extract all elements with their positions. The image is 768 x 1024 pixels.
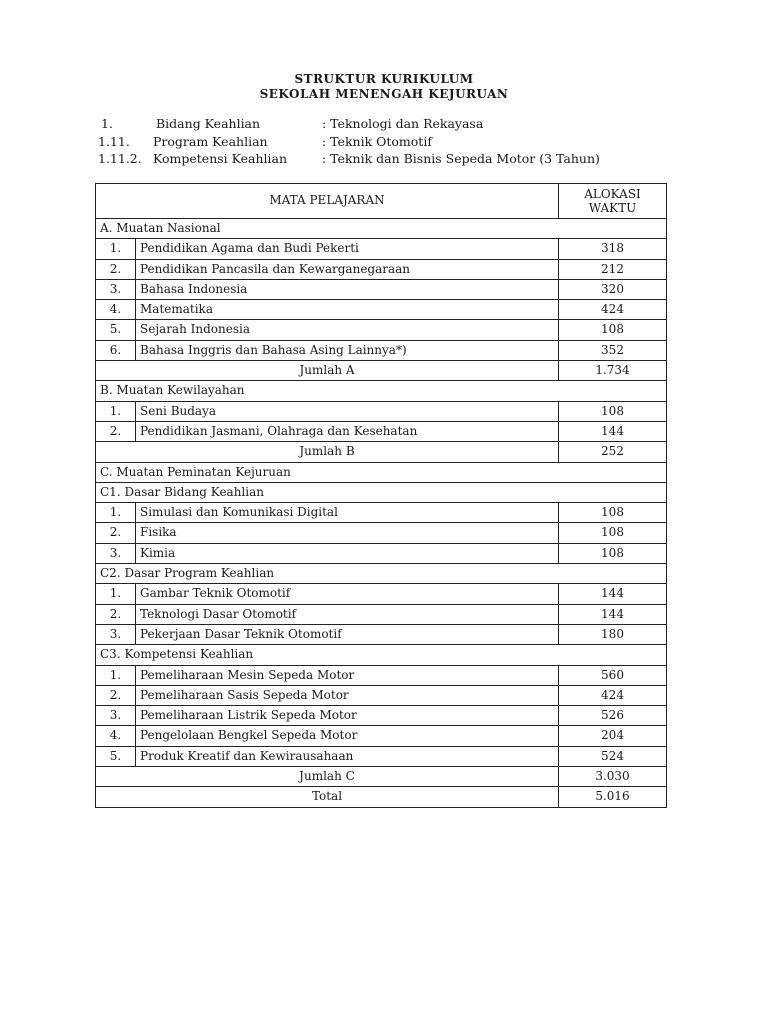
row-hours: 560 [559, 665, 667, 685]
section-c3-heading: C3. Kompetensi Keahlian [96, 645, 667, 665]
row-hours: 144 [559, 604, 667, 624]
section-row [96, 219, 667, 239]
row-number: 5. [96, 746, 136, 766]
subtotal-b-value: 252 [559, 442, 667, 462]
row-number: 6. [96, 340, 136, 360]
section-row [96, 564, 667, 584]
row-number: 1. [96, 503, 136, 523]
row-number: 1. [96, 584, 136, 604]
row-subject: Pemeliharaan Mesin Sepeda Motor [136, 665, 559, 685]
row-subject: Seni Budaya [136, 401, 559, 421]
row-number: 2. [96, 259, 136, 279]
row-hours: 318 [559, 239, 667, 259]
info-label: Bidang Keahlian [156, 116, 261, 131]
row-subject: Bahasa Indonesia [136, 279, 559, 299]
row-subject: Pendidikan Jasmani, Olahraga dan Kesehatan [136, 421, 559, 441]
info-label: Program Keahlian [153, 134, 268, 149]
row-subject: Simulasi dan Komunikasi Digital [136, 503, 559, 523]
table-row [96, 279, 667, 299]
row-hours: 108 [559, 543, 667, 563]
section-row [96, 462, 667, 482]
row-subject: Sejarah Indonesia [136, 320, 559, 340]
header-allocation-line1: ALOKASI [584, 187, 641, 201]
row-hours: 524 [559, 746, 667, 766]
subtotal-a-label: Jumlah A [96, 361, 559, 381]
row-number: 2. [96, 523, 136, 543]
table-row [96, 523, 667, 543]
row-hours: 108 [559, 320, 667, 340]
info-number: 1.11. [98, 134, 130, 149]
row-subject: Pendidikan Pancasila dan Kewarganegaraan [136, 259, 559, 279]
header-allocation-line2: WAKTU [588, 201, 637, 215]
curriculum-table [95, 183, 667, 808]
header-subject: MATA PELAJARAN [96, 184, 559, 219]
doc-title: STRUKTUR KURIKULUM [294, 72, 474, 86]
table-row [96, 604, 667, 624]
row-hours: 424 [559, 685, 667, 705]
table-row [96, 746, 667, 766]
row-hours: 212 [559, 259, 667, 279]
subtotal-b-label: Jumlah B [96, 442, 559, 462]
row-number: 5. [96, 320, 136, 340]
table-row [96, 300, 667, 320]
subtotal-c-label: Jumlah C [96, 767, 559, 787]
table-row [96, 503, 667, 523]
row-subject: Teknologi Dasar Otomotif [136, 604, 559, 624]
table-header-row [96, 184, 667, 219]
info-number: 1. [101, 116, 113, 131]
row-hours: 320 [559, 279, 667, 299]
info-program-keahlian [96, 133, 696, 151]
row-number: 1. [96, 239, 136, 259]
table-row [96, 259, 667, 279]
table-row [96, 665, 667, 685]
table-row [96, 726, 667, 746]
row-subject: Matematika [136, 300, 559, 320]
row-number: 3. [96, 279, 136, 299]
row-hours: 108 [559, 503, 667, 523]
row-hours: 204 [559, 726, 667, 746]
row-subject: Gambar Teknik Otomotif [136, 584, 559, 604]
subtotal-c-value: 3.030 [559, 767, 667, 787]
subtotal-row [96, 361, 667, 381]
row-number: 4. [96, 726, 136, 746]
row-number: 1. [96, 401, 136, 421]
row-number: 2. [96, 421, 136, 441]
info-value: : Teknik Otomotif [322, 134, 432, 149]
section-c1-heading: C1. Dasar Bidang Keahlian [96, 482, 667, 502]
row-subject: Pekerjaan Dasar Teknik Otomotif [136, 624, 559, 644]
section-c2-heading: C2. Dasar Program Keahlian [96, 564, 667, 584]
row-number: 3. [96, 624, 136, 644]
row-number: 1. [96, 665, 136, 685]
info-value: : Teknologi dan Rekayasa [322, 116, 484, 131]
table-row [96, 401, 667, 421]
row-subject: Bahasa Inggris dan Bahasa Asing Lainnya*) [136, 340, 559, 360]
doc-subtitle: SEKOLAH MENENGAH KEJURUAN [259, 87, 509, 101]
table-row [96, 624, 667, 644]
subtotal-row [96, 442, 667, 462]
row-number: 3. [96, 543, 136, 563]
section-c-heading: C. Muatan Peminatan Kejuruan [96, 462, 667, 482]
table-row [96, 320, 667, 340]
header-allocation [559, 184, 667, 219]
info-bidang-keahlian [96, 115, 696, 133]
table-row [96, 421, 667, 441]
row-hours: 144 [559, 421, 667, 441]
table-row [96, 239, 667, 259]
row-subject: Pemeliharaan Listrik Sepeda Motor [136, 706, 559, 726]
row-subject: Produk Kreatif dan Kewirausahaan [136, 746, 559, 766]
info-value: : Teknik dan Bisnis Sepeda Motor (3 Tahun) [322, 151, 600, 166]
section-b-heading: B. Muatan Kewilayahan [96, 381, 667, 401]
subtotal-row [96, 767, 667, 787]
table-row [96, 685, 667, 705]
row-hours: 352 [559, 340, 667, 360]
row-number: 3. [96, 706, 136, 726]
row-hours: 424 [559, 300, 667, 320]
table-row [96, 543, 667, 563]
table-row [96, 340, 667, 360]
subtotal-a-value: 1.734 [559, 361, 667, 381]
total-value: 5.016 [559, 787, 667, 807]
row-hours: 526 [559, 706, 667, 726]
row-subject: Pemeliharaan Sasis Sepeda Motor [136, 685, 559, 705]
section-a-heading: A. Muatan Nasional [96, 219, 667, 239]
total-row [96, 787, 667, 807]
row-subject: Fisika [136, 523, 559, 543]
info-kompetensi-keahlian [96, 150, 696, 168]
row-subject: Pendidikan Agama dan Budi Pekerti [136, 239, 559, 259]
table-row [96, 584, 667, 604]
section-row [96, 645, 667, 665]
total-label: Total [96, 787, 559, 807]
row-hours: 108 [559, 401, 667, 421]
row-hours: 144 [559, 584, 667, 604]
section-row [96, 381, 667, 401]
row-number: 4. [96, 300, 136, 320]
info-number: 1.11.2. [98, 151, 142, 166]
row-subject: Pengelolaan Bengkel Sepeda Motor [136, 726, 559, 746]
row-hours: 108 [559, 523, 667, 543]
row-number: 2. [96, 685, 136, 705]
section-row [96, 482, 667, 502]
row-hours: 180 [559, 624, 667, 644]
row-number: 2. [96, 604, 136, 624]
row-subject: Kimia [136, 543, 559, 563]
table-row [96, 706, 667, 726]
info-label: Kompetensi Keahlian [153, 151, 288, 166]
